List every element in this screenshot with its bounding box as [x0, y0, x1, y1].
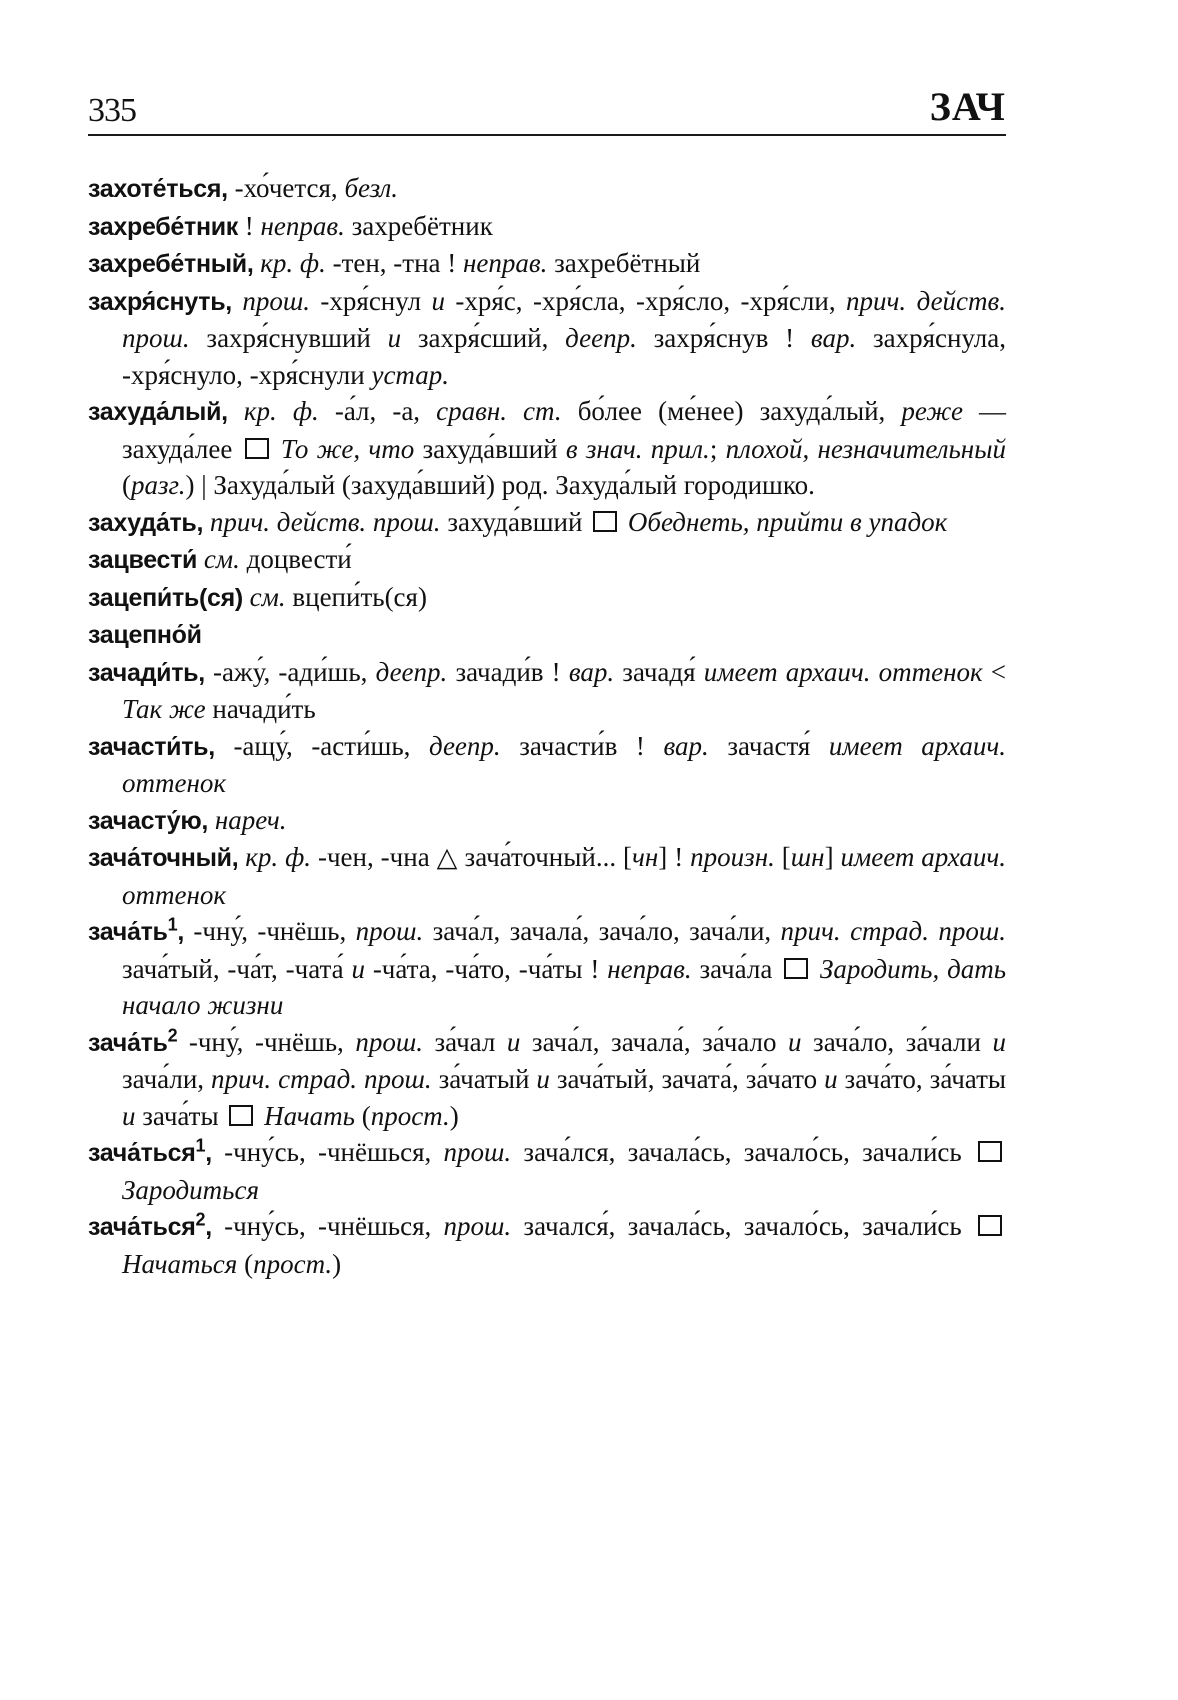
- headword: зацепи́ть(ся): [88, 583, 243, 612]
- dictionary-entry: захуда́лый, кр. ф. -а́л, -а, сравн. ст. бо́лее (ме́нее) захуда́лый, реже — захуда́лее То же, что захуда́вший в знач. прил.; плохой, незначительный (разг.) | Захуда́лый (захуда́вший) род. Захуда́лый городишко.: [88, 396, 1007, 500]
- dictionary-entry: захоте́ться, -хо́чется, безл.: [88, 173, 399, 203]
- headword: захуда́ть,: [88, 508, 204, 537]
- headword: зачади́ть,: [88, 658, 205, 687]
- headword: зача́ться$^1$,: [88, 1135, 212, 1167]
- entry-list: [88, 170, 1006, 1282]
- running-head: ЗАЧ: [929, 84, 1006, 129]
- definition-box-icon: [229, 1105, 253, 1126]
- dictionary-entry: захуда́ть, прич. действ. прош. захуда́вший Обеднеть, прийти в упадок: [88, 506, 948, 537]
- dictionary-entry: $зача́ть^2$ -чну́, -чнёшь, прош. за́чал и зача́л, зачала́, за́чало и зача́ло, за́чали и зача́ли, прич. страд. прош. за́чатый и зача́тый, зачата́, за́чато и зача́то, за́чаты и зача́ты Начать (прост.): [88, 1025, 1007, 1131]
- headword: зачасту́ю,: [88, 806, 209, 835]
- definition-box-icon: [978, 1215, 1002, 1236]
- definition-box-icon: [978, 1141, 1002, 1162]
- page-header: [88, 78, 1006, 136]
- headword: захоте́ться,: [88, 175, 228, 203]
- dictionary-entry: зацвести́ см. доцвести́: [88, 544, 352, 574]
- definition-box-icon: [245, 438, 269, 459]
- headword: захря́снуть,: [88, 287, 232, 316]
- dictionary-entry: зача́ться$^2$, -чну́сь, -чнёшься, прош. зачался́, зачала́сь, зачало́сь, зачали́сь Начаться (прост.): [88, 1208, 1006, 1282]
- headword: $зача́ть^1$,: [88, 914, 184, 946]
- dictionary-entry: зачасти́ть, -ащу́, -асти́шь, деепр. зачасти́в ! вар. зачастя́ имеет архаич. оттенок: [88, 730, 1006, 798]
- headword: зача́ться$^2$,: [88, 1209, 212, 1241]
- headword: зацепно́й: [88, 621, 202, 649]
- headword: зача́точный,: [88, 844, 239, 872]
- headword: зацвести́: [88, 546, 198, 574]
- dictionary-entry: захребе́тный, кр. ф. -тен, -тна ! неправ. захребётный: [88, 248, 701, 278]
- page-number: 335: [88, 92, 136, 129]
- dictionary-entry: зацепи́ть(ся) см. вцепи́ть(ся): [88, 581, 427, 612]
- dictionary-entry: зача́ться$^1$, -чну́сь, -чнёшься, прош. зача́лся, зачала́сь, зачало́сь, зачали́сь Зародиться: [88, 1134, 1006, 1208]
- dictionary-entry: захребе́тник ! неправ. захребётник: [88, 210, 493, 241]
- headword: захребе́тный,: [88, 250, 254, 278]
- headword: зачасти́ть,: [88, 732, 215, 761]
- dictionary-entry: захря́снуть, прош. -хря́снул и -хря́с, -хря́сла, -хря́сло, -хря́сли, прич. действ. прош. захря́снувший и захря́сший, деепр. захря́снув ! вар. захря́снула, -хря́снуло, -хря́снули устар.: [88, 285, 1007, 390]
- dictionary-entry: зача́точный, кр. ф. -чен, -чна △ зача́точный... [чн] ! произн. [шн] имеет архаич. оттенок: [88, 842, 1007, 910]
- dictionary-entry: $зача́ть^1$, -чну́, -чнёшь, прош. зача́л, зачала́, зача́ло, зача́ли, прич. страд. прош. зача́тый, -ча́т, -чата́ и -ча́та, -ча́то, -ча́ты ! неправ. зача́ла Зародить, дать начало жизни: [88, 914, 1007, 1020]
- dictionary-entry: зачади́ть, -ажу́, -ади́шь, деепр. зачади́в ! вар. зачадя́ имеет архаич. оттенок < Так же начади́ть: [88, 656, 1006, 724]
- headword: $зача́ть^2$: [88, 1025, 178, 1057]
- dictionary-page: [88, 78, 1006, 1282]
- definition-box-icon: [784, 958, 808, 979]
- definition-box-icon: [593, 511, 617, 532]
- dictionary-entry: [88, 616, 1006, 654]
- headword: захребе́тник: [88, 212, 239, 241]
- headword: захуда́лый,: [88, 398, 228, 426]
- dictionary-entry: зачасту́ю, нареч.: [88, 804, 287, 835]
